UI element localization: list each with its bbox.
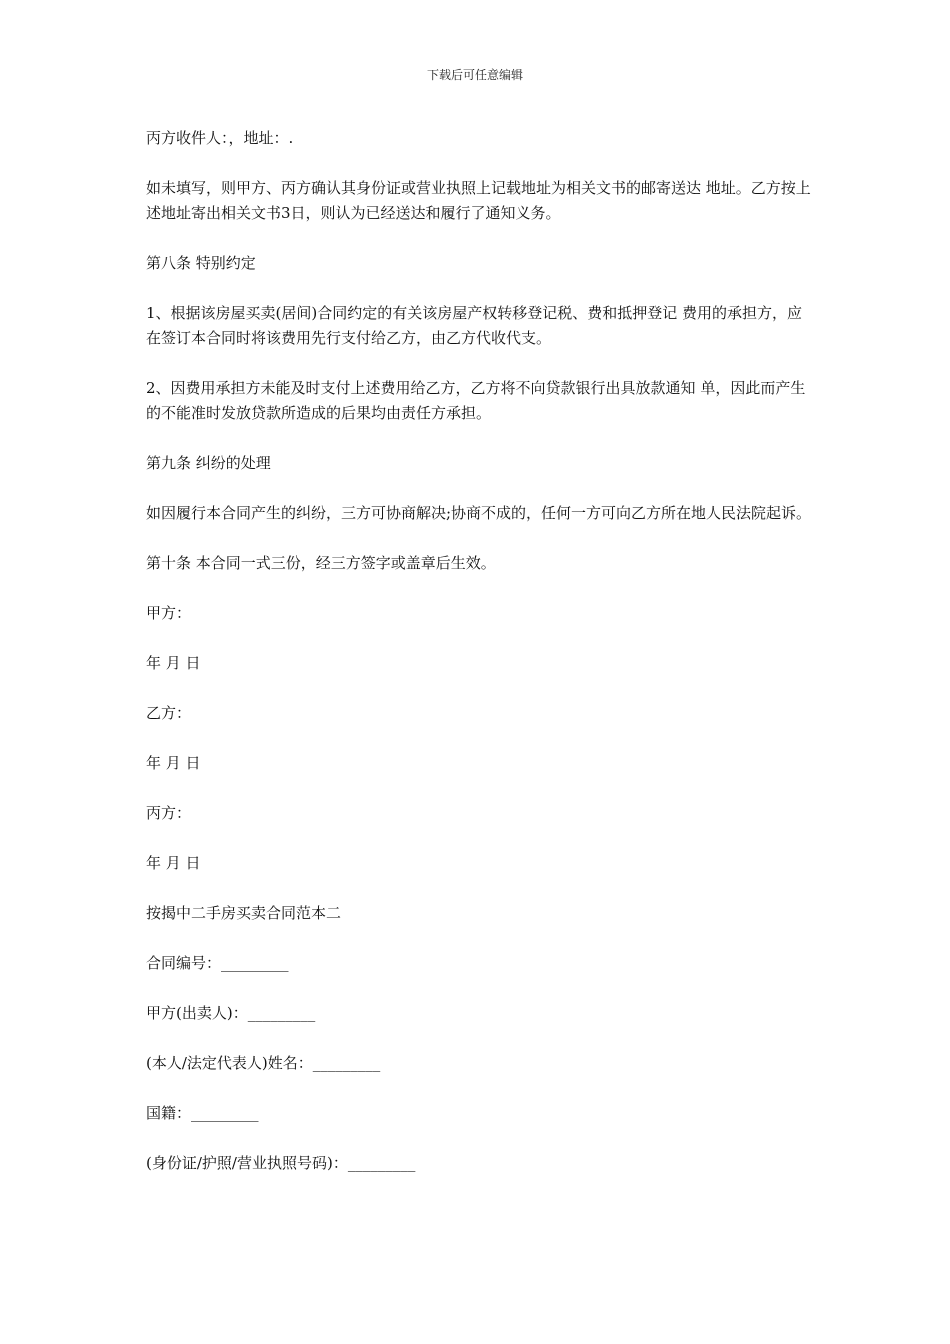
article-8-item-1: 1、根据该房屋买卖(居间)合同约定的有关该房屋产权转移登记税、费和抵押登记 费用的承担方，应在签订本合同时将该费用先行支付给乙方，由乙方代收代支。: [146, 304, 803, 347]
nationality-line: 国籍：_________: [146, 1104, 259, 1122]
article-9-heading: 第九条 纠纷的处理: [146, 454, 271, 472]
seller-line: 甲方(出卖人)：_________: [146, 1004, 316, 1022]
party-a-date: 年 月 日: [146, 654, 201, 672]
article-8-heading: 第八条 特别约定: [146, 254, 256, 272]
party-a-signature: 甲方：: [146, 604, 192, 622]
article-10-text: 第十条 本合同一式三份，经三方签字或盖章后生效。: [146, 554, 496, 572]
party-b-signature: 乙方：: [146, 704, 192, 722]
party-c-signature: 丙方：: [146, 804, 192, 822]
contract-2-title: 按揭中二手房买卖合同范本二: [146, 904, 342, 922]
contract-number-line: 合同编号：_________: [146, 954, 289, 972]
article-8-item-2: 2、因费用承担方未能及时支付上述费用给乙方，乙方将不向贷款银行出具放款通知 单，因此而产生的不能准时发放贷款所造成的后果均由责任方承担。: [146, 379, 806, 422]
article-9-text: 如因履行本合同产生的纠纷，三方可协商解决;协商不成的，任何一方可向乙方所在地人民法院起诉。: [146, 504, 812, 522]
address-clause: 如未填写，则甲方、丙方确认其身份证或营业执照上记载地址为相关文书的邮寄送达 地址。乙方按上述地址寄出相关文书3日，则认为已经送达和履行了通知义务。: [146, 179, 811, 222]
recipient-line: 丙方收件人：，地址：.: [146, 129, 294, 147]
id-number-line: (身份证/护照/营业执照号码)：_________: [146, 1154, 416, 1172]
seller-name-line: (本人/法定代表人)姓名：_________: [146, 1054, 381, 1072]
party-b-date: 年 月 日: [146, 754, 201, 772]
page-header: 下载后可任意编辑: [426, 68, 523, 82]
document-body: [146, 126, 816, 1201]
party-c-date: 年 月 日: [146, 854, 201, 872]
